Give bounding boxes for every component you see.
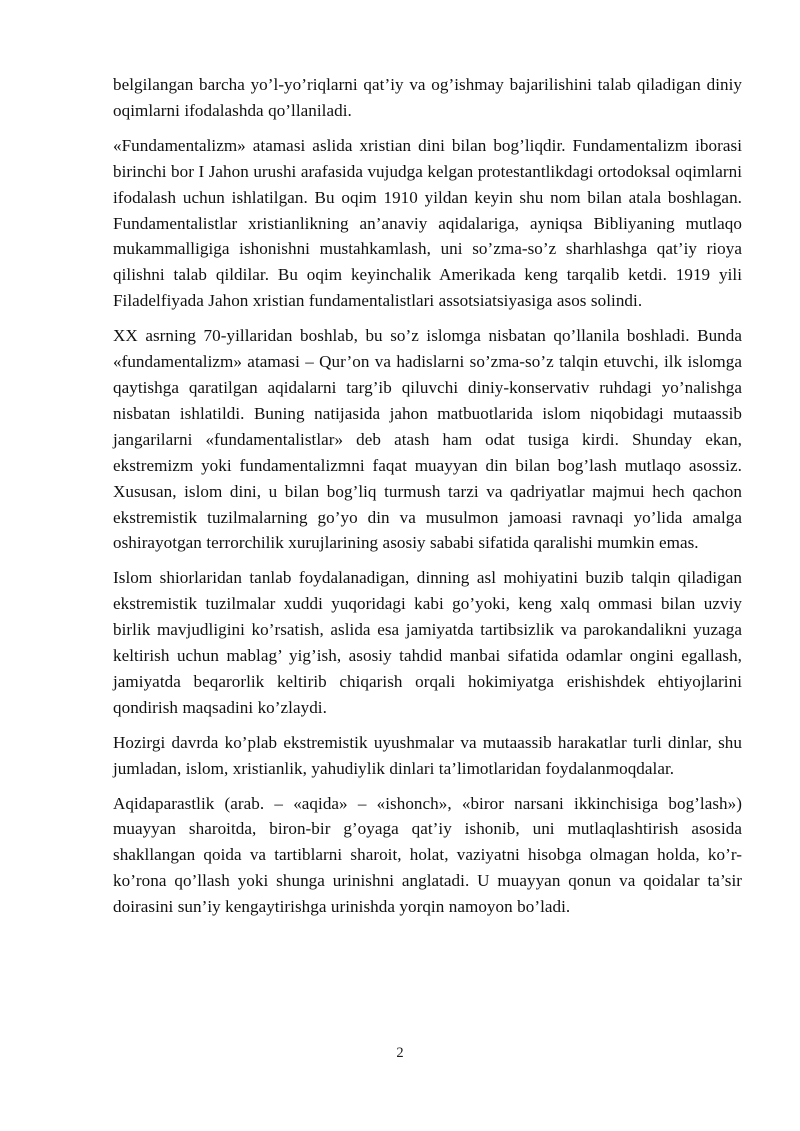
document-body (113, 72, 742, 920)
paragraph-4: Islom shiorlaridan tanlab foydalanadigan, dinning asl mohiyatini buzib talqin qiladigan ekstremistik tuzilmalar xuddi yuqoridagi kabi go’yoki, keng xalq ommasi bilan uzviy birlik mavjudligini ko’rsatish, aslida esa jamiyatda tartibsizlik va parokandalikni yuzaga keltirish uchun mablag’ yig’ish, asosiy tahdid manbai sifatida odamlar ongini egallash, jamiyatda beqarorlik keltirib chiqarish orqali hokimiyatga erishishdek ehtiyojlarini qondirish maqsadini ko’zlaydi. (113, 568, 742, 717)
paragraph-5: Hozirgi davrda ko’plab ekstremistik uyushmalar va mutaassib harakatlar turli dinlar, shu jumladan, islom, xristianlik, yahudiylik dinlari ta’limotlaridan foydalanmoqdalar. (113, 732, 742, 778)
page-number: 2 (396, 1045, 404, 1061)
paragraph-2: «Fundamentalizm» atamasi aslida xristian dini bilan bog’liqdir. Fundamentalizm iborasi birinchi bor I Jahon urushi arafasida vujudga kelgan protestantlikdagi ortodoksal oqimlarni ifodalash uchun ishlatilgan. Bu oqim 1910 yildan keyin shu nom bilan atala boshlagan. Fundamentalistlar xristianlikning an’anaviy aqidalariga, ayniqsa Bibliyaning mutlaqo mukammalligiga ishonishni mustahkamlash, uni so’zma-so’z sharhlashga qat’iy rioya qilishni talab qildilar. Bu oqim keyinchalik Amerikada keng tarqalib ketdi. 1919 yili Filadelfiyada Jahon xristian fundamentalistlari assotsiatsiyasiga asos solindi. (113, 135, 742, 311)
paragraph-1: belgilangan barcha yo’l-yo’riqlarni qat’iy va og’ishmay bajarilishini talab qiladigan diniy oqimlarni ifodalashda qo’llaniladi. (113, 75, 742, 120)
paragraph-6: Aqidaparastlik (arab. – «aqida» – «ishonch», «biror narsani ikkinchisiga bog’lash») muayyan sharoitda, biron-bir g’oyaga qat’iy ishonib, uni mutlaqlashtirish asosida shakllangan qoida va tartiblarni sharoit, holat, vaziyatni hisobga olmagan holda, ko’r-ko’rona qo’llash yoki shunga urinishni anglatadi. U muayyan qonun va qoidalar ta’sir doirasini sun’iy kengaytirishga urinishda yorqin namoyon bo’ladi. (113, 793, 742, 917)
paragraph-3: XX asrning 70-yillaridan boshlab, bu so’z islomga nisbatan qo’llanila boshladi. Bunda «fundamentalizm» atamasi – Qur’on va hadislarni so’zma-so’z talqin etuvchi, ilk islomga qaytishga qaratilgan aqidalarni targ’ib qiluvchi diniy-konservativ ruhdagi yo’nalishga nisbatan ishlatildi. Buning natijasida jahon matbuotlarida islom niqobidagi mutaassib jangarilarni «fundamentalistlar» deb atash ham odat tusiga kirdi. Shunday ekan, ekstremizm yoki fundamentalizmni faqat muayyan din bilan bog’lash mutlaqo asossiz. Xususan, islom dini, u bilan bog’liq turmush tarzi va qadriyatlar majmui hech qachon ekstremistik tuzilmalarning go’yo din va musulmon jamoasi ravnaqi yo’lida amalga oshirayotgan terrorchilik xurujlarining asosiy sababi sifatida qaralishi mumkin emas. (113, 326, 742, 553)
